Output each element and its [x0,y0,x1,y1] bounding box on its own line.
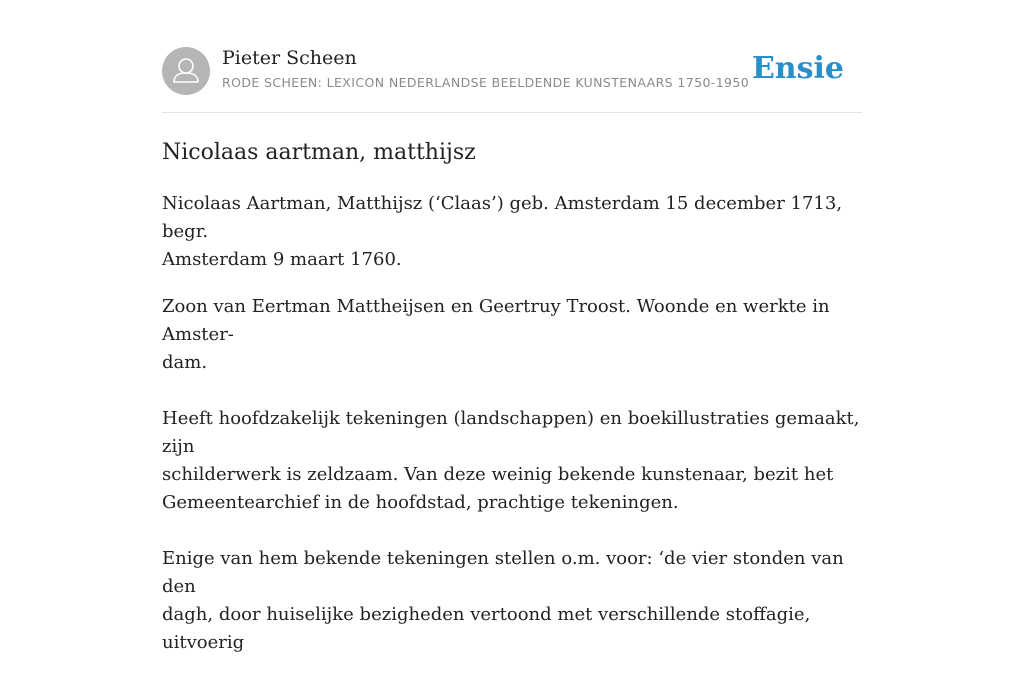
article-paragraph: Nicolaas Aartman, Matthijsz (‘Claas’) geb. Amsterdam 15 december 1713, begr. Amsterdam 9 maart 1760. [162,193,843,270]
source-title[interactable]: RODE SCHEEN: LEXICON NEDERLANDSE BEELDENDE KUNSTENAARS 1750-1950 [222,75,750,90]
header [162,46,862,113]
article-title: Nicolaas aartman, matthijsz [162,140,476,165]
user-silhouette-icon [162,47,210,95]
ensie-logo[interactable]: Ensie [751,51,844,86]
article-paragraph: Zoon van Eertman Mattheijsen en Geertruy Troost. Woonde en werkte in Amster- dam. Heeft hoofdzakelijk tekeningen (landschappen) en boekillustraties gemaakt, zijn schilderwerk is zeldzaam. Van deze weinig bekende kunstenaar, bezit het Gemeentearchief in de hoofdstad, prachtige tekeningen. Enige van hem bekende tekeningen stellen o.m. voor: ‘de vier stonden van den dagh, door huiselijke bezigheden vertoond met verschillende stoffagie, uitvoerig [162,296,860,653]
author-avatar[interactable] [162,47,210,95]
article-body [162,190,862,676]
author-name[interactable]: Pieter Scheen [222,47,357,69]
